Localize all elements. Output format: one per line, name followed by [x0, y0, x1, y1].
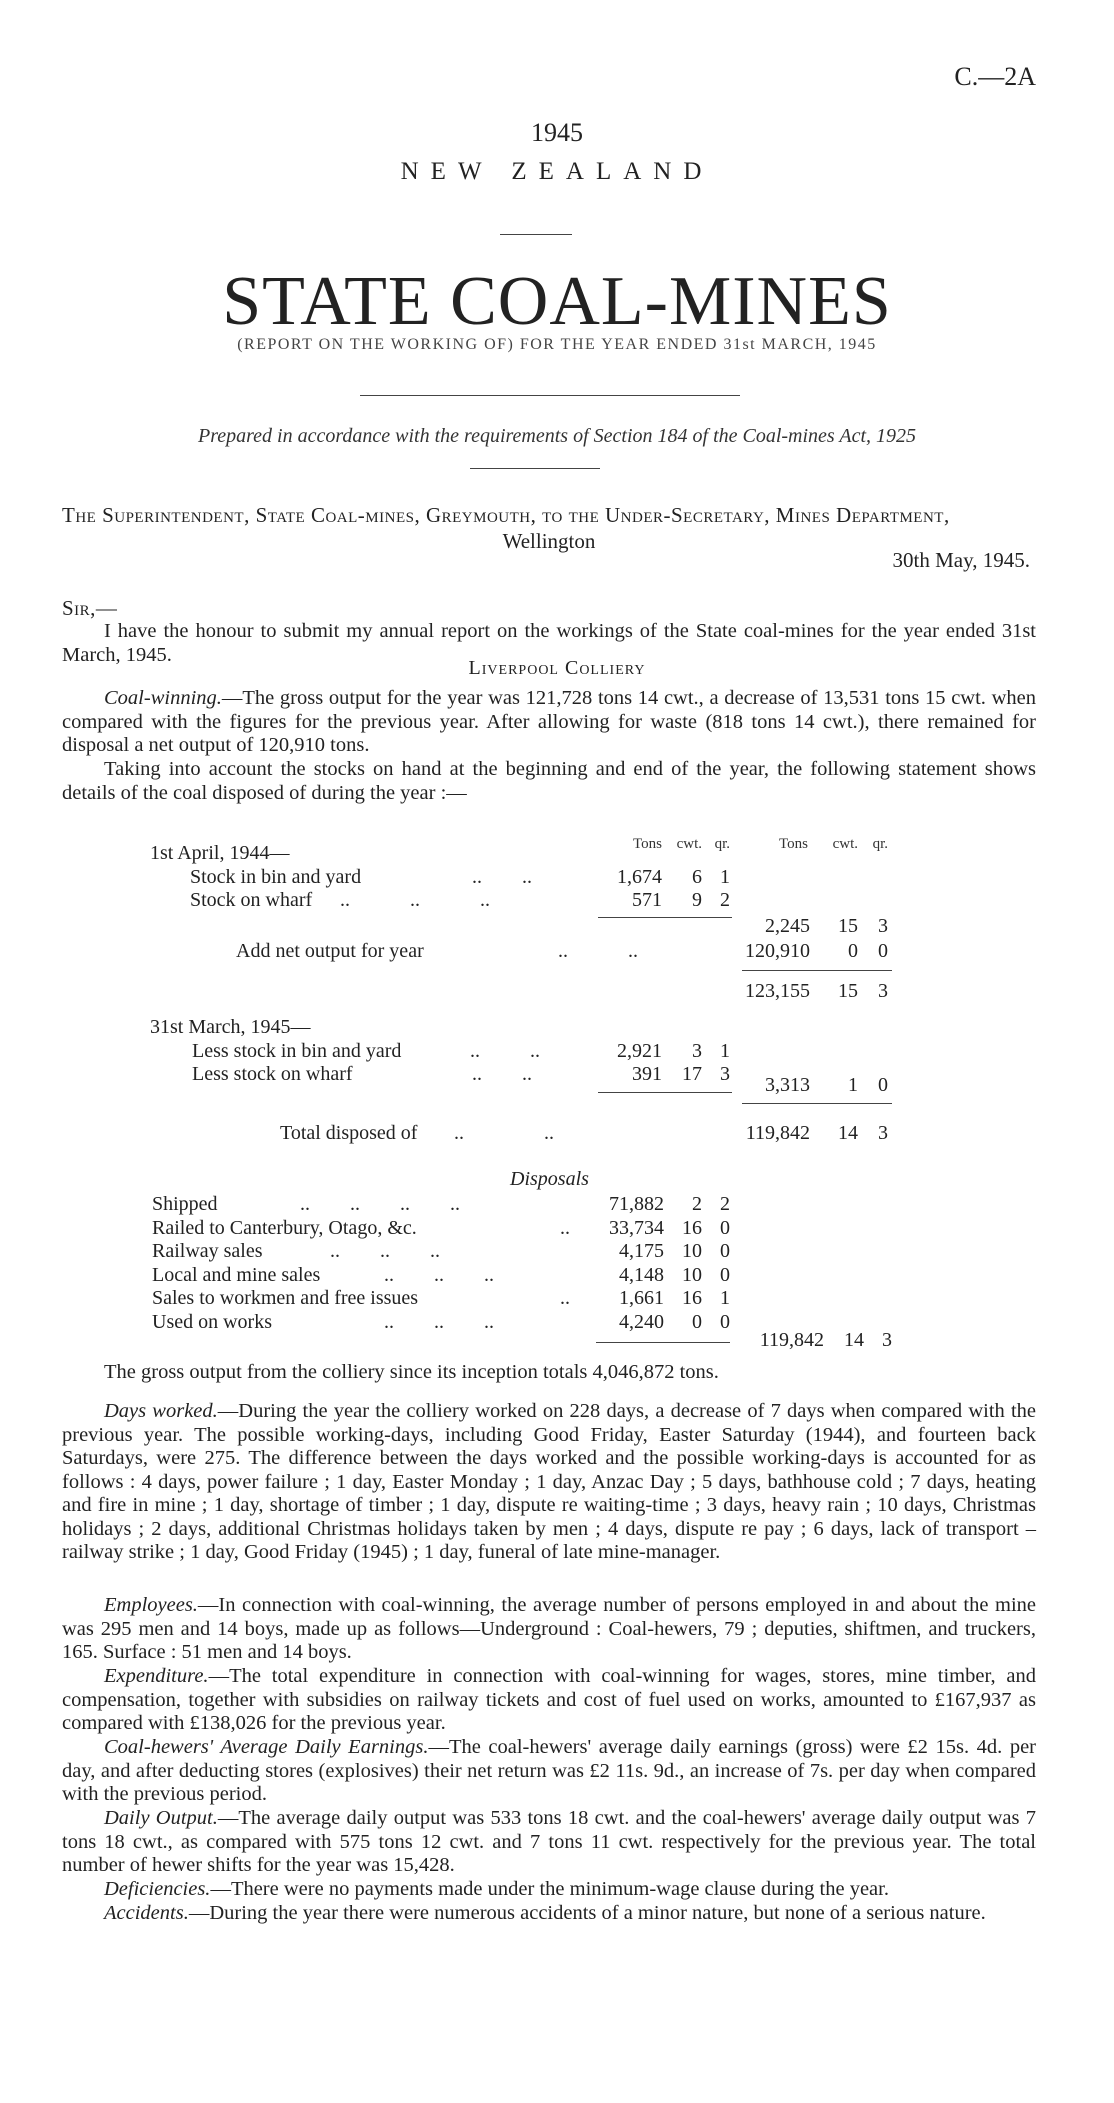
disposal-qr: 0 [720, 1216, 730, 1239]
document-country: NEW ZEALAND [400, 158, 714, 185]
subtotal-rule [598, 917, 732, 918]
leader-dots: .. .. .. [330, 1240, 440, 1262]
table-date-1: 1st April, 1944— [150, 842, 290, 864]
earnings-text: —The coal-hewers' average daily earnings (gross) were £2 15s. 4d. per day, and after deducting stores (explosives) their net return was £2 11s. 9d., an increase of 7s. per day when compared with the previous period. [62, 1736, 1037, 1805]
coal-winning-text: —The gross output for the year was 121,728 tons 14 cwt., a decrease of 13,531 tons 15 cwt. when compared with the figures for the previous year. After allowing for waste (818 tons 14 cwt.), there remained for disposal a net output of 120,910 tons. [62, 687, 1036, 756]
cell-tons: 3,313 [765, 1074, 810, 1096]
disposal-tons: 4,240 [619, 1310, 664, 1333]
cell-qr: 3 [878, 980, 888, 1002]
document-reference: C.—2A [954, 62, 1036, 91]
daily-output-text: —The average daily output was 533 tons 18 cwt. and the coal-hewers' average daily output was 7 tons 18 cwt., as compared with 575 tons 12 cwt. and 7 tons 11 cwt. respectively for the previous year. The total number of hewer shifts for the year was 15,428. [62, 1807, 1036, 1876]
employees-paragraph [62, 1594, 1036, 1665]
deficiencies-text: —There were no payments made under the minimum-wage clause during the year. [210, 1878, 889, 1900]
accidents-paragraph [62, 1902, 1036, 1926]
subtotal-rule [598, 1092, 732, 1093]
cell-tons: 119,842 [759, 1329, 824, 1351]
address-line-1: The Superintendent, State Coal-mines, Greymouth, to the Under-Secretary, Mines Department, [62, 503, 950, 527]
cell-tons: 2,921 [617, 1040, 662, 1062]
disposal-label: Shipped [152, 1193, 218, 1215]
cell-cwt: 14 [838, 1122, 858, 1144]
intro-text: I have the honour to submit my annual report on the workings of the State coal-mines for the year ended 31st March, 1945. [62, 620, 1036, 666]
cell-cwt: 15 [838, 980, 858, 1002]
disposal-tons: 4,148 [619, 1263, 664, 1286]
subtotal-rule [742, 1103, 892, 1104]
title-rule [360, 395, 740, 396]
disposals-heading: Disposals [510, 1168, 589, 1190]
letter-date: 30th May, 1945. [892, 548, 1030, 572]
disposal-tons: 1,661 [619, 1287, 664, 1309]
subtotal-rule [596, 1342, 730, 1343]
disposal-cwt: 10 [682, 1263, 702, 1286]
days-worked-paragraph [62, 1400, 1036, 1565]
table-row-label: Less stock on wharf [192, 1063, 353, 1085]
leader-dots: .. .. [472, 1063, 532, 1085]
table-row-label: Add net output for year [236, 940, 424, 962]
address-block [62, 502, 1036, 554]
disposal-tons: 71,882 [609, 1193, 664, 1215]
gross-output-paragraph: The gross output from the colliery since its inception totals 4,046,872 tons. [104, 1361, 719, 1383]
earnings-label: Coal-hewers' Average Daily Earnings. [104, 1736, 429, 1758]
disposal-cwt: 2 [692, 1193, 702, 1215]
cell-qr: 2 [720, 889, 730, 911]
table-row-label: Total disposed of [280, 1122, 418, 1144]
disposal-label: Local and mine sales [152, 1263, 321, 1286]
disposal-cwt: 16 [682, 1287, 702, 1309]
cell-qr: 0 [878, 940, 888, 962]
deficiencies-label: Deficiencies. [104, 1878, 211, 1900]
daily-output-label: Daily Output. [104, 1807, 218, 1829]
section-heading: Liverpool Colliery [468, 657, 646, 679]
table-row-label: Stock on wharf [190, 889, 313, 911]
cell-qr: 3 [882, 1329, 892, 1351]
cell-tons: 119,842 [745, 1122, 810, 1144]
coal-winning-paragraph [62, 687, 1036, 758]
deficiencies-paragraph [62, 1878, 1036, 1902]
cell-cwt: 9 [692, 889, 702, 911]
disposal-label: Railed to Canterbury, Otago, &c. [152, 1216, 417, 1239]
days-worked-label: Days worked. [104, 1400, 218, 1422]
cell-tons: 1,674 [617, 866, 662, 888]
expenditure-text: —The total expenditure in connection with coal-winning for wages, stores, mine timber, and compensation, together with subsidies on railway tickets and cost of fuel used on works, amounted to £167,937 as compared with £138,026 for the previous year. [62, 1665, 1036, 1734]
disposal-cwt: 0 [692, 1310, 702, 1333]
cell-cwt: 0 [848, 940, 858, 962]
leader-dots: .. .. .. [384, 1310, 494, 1333]
table-row-label: Less stock in bin and yard [192, 1040, 402, 1062]
leader-dots: .. .. [454, 1122, 554, 1144]
short-rule [500, 234, 572, 235]
coal-winning-label: Coal-winning. [104, 687, 222, 709]
cell-qr: 0 [878, 1074, 888, 1096]
cell-cwt: 6 [692, 866, 702, 888]
days-worked-text: —During the year the colliery worked on 228 days, a decrease of 7 days when compared with the previous year. The possible working-days, including Good Friday, Easter Saturday (1944), and fourteen back Saturdays, were 275. The difference between the days worked and the possible working-days is accounted for as follows : 4 days, power failure ; 1 day, Easter Monday ; 1 day, Anzac Day ; 5 days, bathhouse cold ; 7 days, heating and fire in mine ; 1 day, shortage of timber ; 1 day, dispute re waiting-time ; 3 days, heavy rain ; 10 days, Christmas holidays ; 2 days, additional Christmas holidays taken by men ; 4 days, dispute re pay ; 6 days, lack of transport – railway strike ; 1 day, Good Friday (1945) ; 1 day, funeral of late mine-manager. [62, 1400, 1036, 1563]
prepared-note: Prepared in accordance with the requirements of Section 184 of the Coal-mines Act, 1925 [197, 425, 917, 447]
leader-dots: .. [560, 1216, 570, 1239]
expenditure-paragraph [62, 1665, 1036, 1736]
cell-qr: 1 [720, 1040, 730, 1062]
document-title: STATE COAL-MINES [222, 263, 892, 340]
accidents-label: Accidents. [104, 1902, 189, 1924]
cell-qr: 3 [878, 1122, 888, 1144]
employees-label: Employees. [104, 1594, 198, 1616]
leader-dots: .. .. .. .. [300, 1193, 460, 1215]
disposal-qr: 1 [720, 1287, 730, 1309]
document-subtitle: (REPORT ON THE WORKING OF) FOR THE YEAR ENDED 31st MARCH, 1945 [237, 336, 877, 353]
leader-dots: .. .. .. [340, 889, 490, 911]
cell-cwt: 17 [682, 1063, 702, 1085]
disposal-qr: 0 [720, 1310, 730, 1333]
leader-dots: .. .. [470, 1040, 540, 1062]
earnings-paragraph [62, 1736, 1036, 1807]
expenditure-label: Expenditure. [104, 1665, 209, 1687]
cell-tons: 120,910 [745, 940, 810, 962]
disposal-qr: 0 [720, 1240, 730, 1262]
disposal-label: Used on works [152, 1310, 272, 1333]
prepared-rule [470, 468, 600, 469]
stocks-intro-paragraph [62, 758, 1036, 805]
table-date-2: 31st March, 1945— [150, 1016, 311, 1038]
stocks-intro-text: Taking into account the stocks on hand at the beginning and end of the year, the following statement shows details of the coal disposed of during the year :— [62, 758, 1036, 804]
cell-tons: 571 [632, 889, 662, 911]
cell-cwt: 14 [844, 1329, 864, 1351]
daily-output-paragraph [62, 1807, 1036, 1878]
leader-dots: .. .. [472, 866, 532, 888]
disposal-cwt: 16 [682, 1216, 702, 1239]
cell-qr: 3 [878, 915, 888, 937]
document-year: 1945 [531, 118, 583, 147]
cell-tons: 391 [632, 1063, 662, 1085]
disposal-tons: 4,175 [619, 1240, 664, 1262]
cell-qr: 1 [720, 866, 730, 888]
leader-dots: .. .. [558, 940, 638, 962]
col-header-cwt-1: cwt. [676, 836, 702, 852]
disposal-cwt: 10 [682, 1240, 702, 1262]
cell-tons: 2,245 [765, 915, 810, 937]
accidents-text: —During the year there were numerous accidents of a minor nature, but none of a serious nature. [188, 1902, 986, 1924]
cell-cwt: 3 [692, 1040, 702, 1062]
cell-cwt: 15 [838, 915, 858, 937]
disposal-label: Sales to workmen and free issues [152, 1287, 419, 1309]
employees-text: —In connection with coal-winning, the average number of persons employed in and about the mine was 295 men and 14 boys, made up as follows—Underground : Coal-hewers, 79 ; deputies, shiftmen, and truckers, 165. Surface : 51 men and 14 boys. [62, 1594, 1036, 1663]
cell-qr: 3 [720, 1063, 730, 1085]
leader-dots: .. .. .. [384, 1263, 494, 1286]
subtotal-rule [742, 970, 892, 971]
cell-cwt: 1 [848, 1074, 858, 1096]
disposal-tons: 33,734 [609, 1216, 664, 1239]
disposal-qr: 0 [720, 1263, 730, 1286]
col-header-tons-2: Tons [779, 836, 808, 852]
col-header-tons-1: Tons [633, 836, 662, 852]
col-header-cwt-2: cwt. [832, 836, 858, 852]
leader-dots: .. [560, 1287, 570, 1309]
disposal-qr: 2 [720, 1193, 730, 1215]
cell-tons: 123,155 [745, 980, 810, 1002]
salutation: Sir,— [62, 596, 118, 620]
col-header-qr-2: qr. [872, 836, 888, 852]
table-row-label: Stock in bin and yard [190, 866, 362, 888]
disposal-label: Railway sales [152, 1240, 263, 1262]
col-header-qr-1: qr. [714, 836, 730, 852]
address-line-2: Wellington [502, 529, 596, 553]
